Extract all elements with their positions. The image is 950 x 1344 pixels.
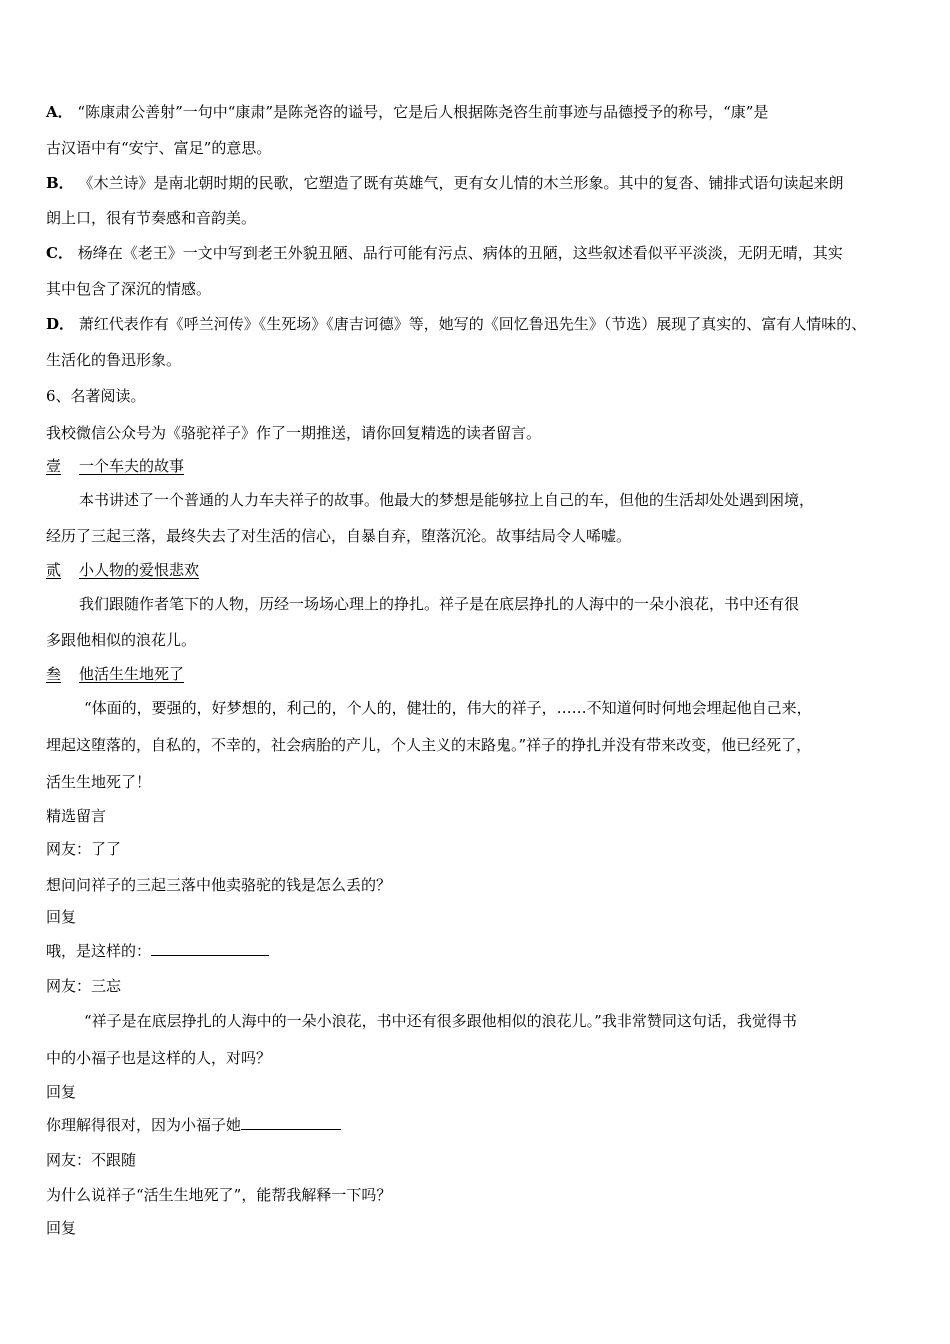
section-3-body-2: 埋起这堕落的，自私的，不幸的，社会病胎的产儿，个人主义的末路鬼。”祥子的挣扎并没有带来改变，他已经死了， — [46, 736, 812, 754]
option-b-text: 《木兰诗》是南北朝时期的民歌，它塑造了既有英雄气，更有女儿情的木兰形象。其中的复沓、铺排式语句读起来朗 — [78, 174, 844, 192]
option-b-label: B． — [46, 174, 74, 192]
section-3-body-3: 活生生地死了！ — [46, 773, 152, 791]
comment-1-reply — [46, 941, 920, 961]
comment-1-text: 想问问祥子的三起三落中他卖骆驼的钱是怎么丢的？ — [46, 876, 392, 894]
reply-text: 你理解得很对，因为小福子她 — [46, 1116, 242, 1134]
option-a-label: A． — [46, 103, 73, 121]
option-b-line-2: 朗上口，很有节奏感和音韵美。 — [46, 209, 257, 227]
section-number: 贰 — [46, 561, 62, 579]
section-heading-3 — [46, 664, 920, 684]
answer-blank[interactable] — [241, 1115, 341, 1130]
comment-2-reply — [46, 1115, 920, 1135]
option-a-text: “陈康肃公善射”一句中“康肃”是陈尧咨的谥号，它是后人根据陈尧咨生前事迹与品德授予的称号，“康”是 — [77, 103, 769, 121]
section-number: 叁 — [46, 665, 62, 683]
option-c-text: 杨绛在《老王》一文中写到老王外貌丑陋、品行可能有污点、病体的丑陋，这些叙述看似平平淡淡，无阴无晴，其实 — [77, 244, 843, 262]
section-heading-1 — [46, 456, 920, 476]
section-number: 壹 — [46, 457, 62, 475]
section-2-body-1: 我们跟随作者笔下的人物，历经一场场心理上的挣扎。祥子是在底层挣扎的人海中的一朵小浪花，书中还有很 — [79, 595, 800, 613]
option-d-line-2: 生活化的鲁迅形象。 — [46, 351, 182, 369]
option-c-line-1 — [46, 243, 920, 263]
section-1-body-1: 本书讲述了一个普通的人力车夫祥子的故事。他最大的梦想是能够拉上自己的车，但他的生活却处处遇到困境， — [79, 491, 815, 509]
comments-heading: 精选留言 — [46, 807, 107, 825]
section-title: 小人物的爱恨悲欢 — [79, 561, 200, 579]
comment-3-user: 网友：不跟随 — [46, 1151, 137, 1169]
comment-2-text-1: “祥子是在底层挣扎的人海中的一朵小浪花，书中还有很多跟他相似的浪花儿。”我非常赞同这句话，我觉得书 — [84, 1012, 797, 1030]
section-title: 一个车夫的故事 — [79, 457, 185, 475]
section-1-body-2: 经历了三起三落，最终失去了对生活的信心，自暴自弃，堕落沉沦。故事结局令人唏嘘。 — [46, 527, 632, 545]
comment-2-user: 网友：三忘 — [46, 977, 122, 995]
question-intro: 我校微信公众号为《骆驼祥子》作了一期推送，请你回复精选的读者留言。 — [46, 424, 542, 442]
option-a-line-1 — [46, 102, 920, 122]
option-b-line-1 — [46, 173, 920, 193]
section-heading-2 — [46, 560, 920, 580]
option-d-label: D． — [46, 315, 75, 333]
option-c-label: C． — [46, 244, 73, 262]
option-c-line-2: 其中包含了深沉的情感。 — [46, 280, 212, 298]
section-3-body-1: “体面的，要强的，好梦想的，利己的，个人的，健壮的，伟大的祥子，……不知道何时何地会埋起他自己来， — [84, 699, 812, 717]
section-2-body-2: 多跟他相似的浪花儿。 — [46, 631, 197, 649]
comment-1-user: 网友：了了 — [46, 840, 122, 858]
comment-1-reply-label: 回复 — [46, 908, 77, 926]
section-title: 他活生生地死了 — [79, 665, 185, 683]
answer-blank[interactable] — [151, 941, 269, 956]
option-a-line-2: 古汉语中有“安宁、富足”的意思。 — [46, 139, 272, 157]
option-d-line-1 — [46, 314, 920, 334]
comment-3-reply-label: 回复 — [46, 1219, 77, 1237]
reply-text: 哦，是这样的： — [46, 942, 152, 960]
comment-3-text: 为什么说祥子“活生生地死了”，能帮我解释一下吗？ — [46, 1186, 392, 1204]
comment-2-reply-label: 回复 — [46, 1083, 77, 1101]
comment-2-text-2: 中的小福子也是这样的人，对吗？ — [46, 1049, 272, 1067]
question-title: 6、名著阅读。 — [46, 387, 146, 405]
option-d-text: 萧红代表作有《呼兰河传》《生死场》《唐吉诃德》等，她写的《回忆鲁迅先生》（节选）展现了真实的、富有人情味的、 — [78, 315, 867, 333]
